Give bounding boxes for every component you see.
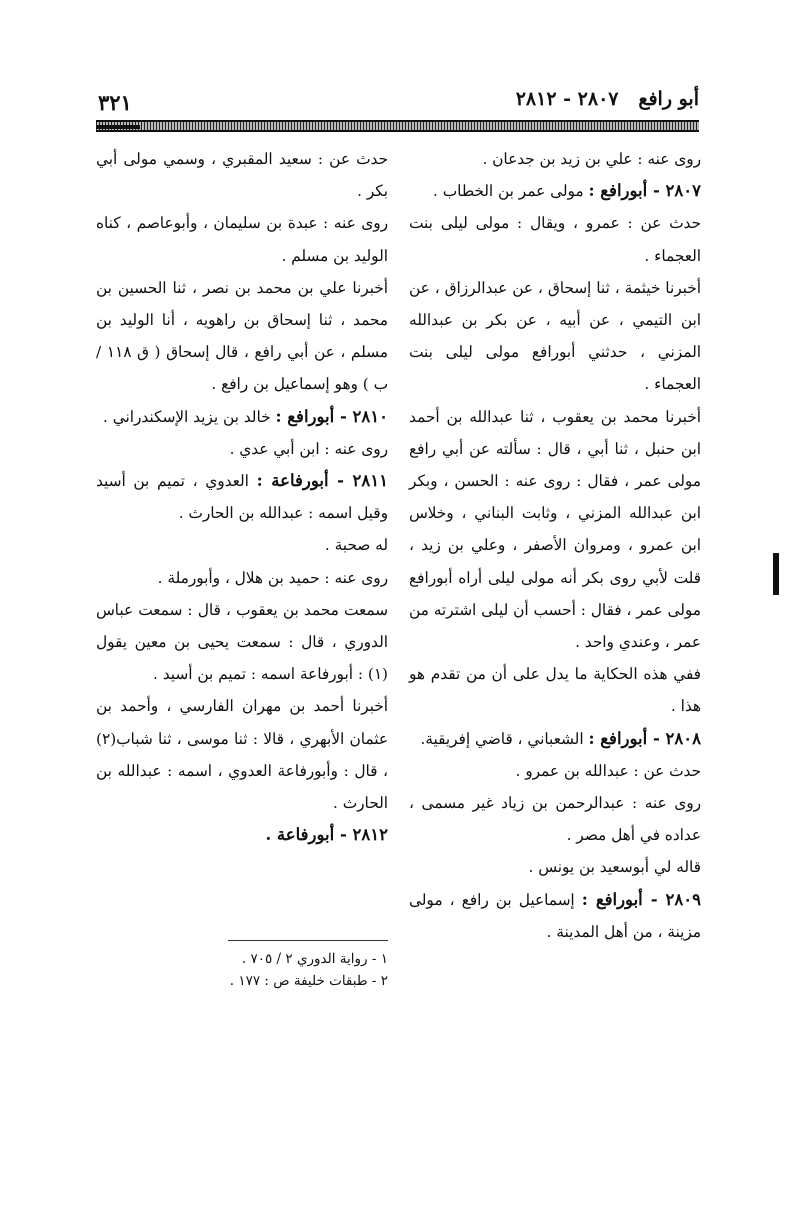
footnote: ٢ - طبقات خليفة ص : ١٧٧ . <box>229 973 388 989</box>
text-paragraph <box>96 529 388 561</box>
entry-heading-paragraph <box>409 723 701 755</box>
paragraph-text: أخبرنا خيثمة ، ثنا إسحاق ، عن عبدالرزاق ، عن ابن التيمي ، عن أبيه ، عن بكر بن عبدالله المزني ، حدثني أبورافع مولى ليلى بنت العجماء . <box>409 278 701 394</box>
left-column <box>96 143 388 851</box>
page-number: ٣٢١ <box>98 90 132 115</box>
text-paragraph <box>96 562 388 594</box>
right-column <box>409 143 701 948</box>
running-header <box>516 90 699 109</box>
paragraph-text: الشعباني ، قاضي إفريقية. <box>420 729 589 748</box>
entry-number: ٢٨٠٩ - أبورافع : <box>581 889 701 909</box>
header-rule <box>96 120 699 132</box>
paragraph-text: له صحبة . <box>324 536 388 555</box>
text-paragraph <box>409 401 701 659</box>
text-paragraph <box>409 272 701 401</box>
header-title: أبو رافع <box>638 88 699 110</box>
entry-number: ٢٨١٠ - أبورافع : <box>275 406 388 426</box>
paragraph-text: مولى عمر بن الخطاب . <box>433 182 589 201</box>
text-paragraph <box>96 594 388 691</box>
entry-number: ٢٨١١ - أبورفاعة : <box>256 471 388 491</box>
header-rule-lead <box>96 125 140 129</box>
text-paragraph <box>96 143 388 207</box>
text-paragraph <box>96 433 388 465</box>
text-paragraph <box>96 272 388 401</box>
paragraph-text: أخبرنا محمد بن يعقوب ، ثنا عبدالله بن أحمد ابن حنبل ، ثنا أبي ، قال : سألته عن أبي رافع مولى عمر ، فقال : روى عنه : الحسن ، وبكر ابن عبدالله المزني ، وثابت البناني ، وخلاس ابن عمرو ، ومروان الأصفر ، وعلي بن زيد ، قلت لأبي روى بكر أنه مولى ليلى أراه أبورافع مولى عمر ، فقال : أحسب أن ليلى اشترته من عمر ، وعندي واحد . <box>409 407 701 652</box>
entry-number: ٢٨٠٧ - أبورافع : <box>588 181 701 201</box>
paragraph-text: روى عنه : عبدة بن سليمان ، وأبوعاصم ، كناه الوليد بن مسلم . <box>96 214 388 265</box>
text-paragraph <box>409 851 701 883</box>
entry-heading-paragraph <box>96 465 388 529</box>
text-paragraph <box>409 787 701 851</box>
entry-heading-paragraph <box>409 884 701 948</box>
paragraph-text: إسماعيل بن رافع ، مولى مزينة ، من أهل المدينة . <box>409 890 701 941</box>
footnote-rule <box>228 940 388 941</box>
text-paragraph <box>409 143 701 175</box>
entry-number: ٢٨١٢ - أبورفاعة . <box>265 825 388 845</box>
paragraph-text: أخبرنا أحمد بن مهران الفارسي ، وأحمد بن عثمان الأبهري ، قالا : ثنا موسى ، ثنا شباب(٢) ، قال : وأبورفاعة العدوي ، اسمه : عبدالله بن الحارث . <box>96 697 388 813</box>
paragraph-text: العدوي ، تميم بن أسيد وقيل اسمه : عبدالله بن الحارث . <box>96 472 388 523</box>
paragraph-text: خالد بن يزيد الإسكندراني . <box>103 407 276 426</box>
text-paragraph <box>96 207 388 271</box>
header-range: ٢٨٠٧ - ٢٨١٢ <box>515 88 619 110</box>
paragraph-text: حدث عن : سعيد المقبري ، وسمي مولى أبي بكر . <box>96 150 388 201</box>
entry-heading-paragraph <box>96 401 388 433</box>
paragraph-text: أخبرنا علي بن محمد بن نصر ، ثنا الحسين بن محمد ، ثنا إسحاق بن راهويه ، أنا الوليد بن مسلم ، عن أبي رافع ، قال إسحاق ( ق ١١٨ / ب ) وهو إسماعيل بن رافع . <box>96 278 388 394</box>
margin-bar <box>773 553 779 595</box>
paragraph-text: ففي هذه الحكاية ما يدل على أن من تقدم هو هذا . <box>409 665 701 716</box>
paragraph-text: حدث عن : عبدالله بن عمرو . <box>515 761 701 780</box>
text-paragraph <box>96 690 388 819</box>
text-paragraph <box>409 207 701 271</box>
text-paragraph <box>409 755 701 787</box>
paragraph-text: روى عنه : حميد بن هلال ، وأبورملة . <box>157 568 388 587</box>
footnotes <box>96 948 388 992</box>
paragraph-text: روى عنه : ابن أبي عدي . <box>229 439 388 458</box>
paragraph-text: سمعت محمد بن يعقوب ، قال : سمعت عباس الدوري ، قال : سمعت يحيى بن معين يقول (١) : أبورفاعة اسمه : تميم بن أسيد . <box>96 600 388 684</box>
entry-heading-paragraph <box>96 819 388 851</box>
text-paragraph <box>409 658 701 722</box>
entry-heading-paragraph <box>409 175 701 207</box>
entry-number: ٢٨٠٨ - أبورافع : <box>588 728 701 748</box>
paragraph-text: روى عنه : عبدالرحمن بن زياد غير مسمى ، عداده في أهل مصر . <box>409 794 701 845</box>
footnote: ١ - رواية الدوري ٢ / ٧٠٥ . <box>241 951 388 967</box>
paragraph-text: قاله لي أبوسعيد بن يونس . <box>528 858 701 877</box>
paragraph-text: روى عنه : علي بن زيد بن جدعان . <box>482 150 701 168</box>
paragraph-text: حدث عن : عمرو ، ويقال : مولى ليلى بنت العجماء . <box>409 214 701 265</box>
